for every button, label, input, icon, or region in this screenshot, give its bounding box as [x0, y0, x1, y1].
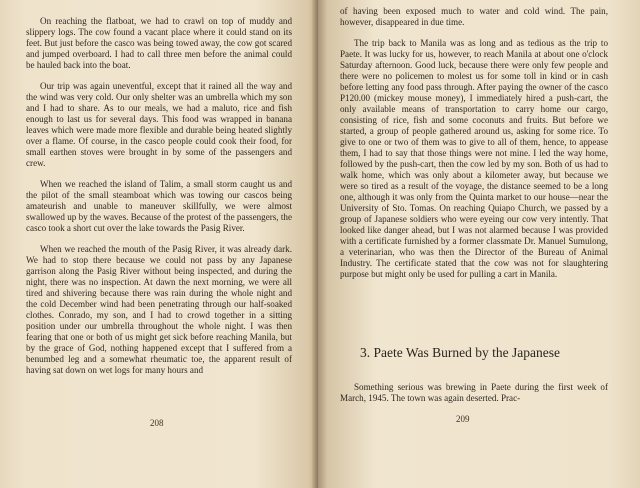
left-paragraph-1: On reaching the flatboat, we had to crawl on top of muddy and slippery logs. The cow found a vacant place where it could stand on its feet. But just before the casco was being towed away, the cow got scared and jumped overboard. I had to call three men before the animal could be hauled back into the boat.: [26, 16, 292, 70]
left-paragraph-3: When we reached the island of Talim, a small storm caught us and the pilot of the small steamboat which was towing our cascos being amateurish and unable to maneuver skillfully, we were almost swallowed up by the waves. Because of the protest of the passengers, the casco took a short cut over the lake towards the Pasig River.: [26, 179, 292, 233]
section-opening-text: [340, 382, 608, 414]
left-page-number: 208: [150, 418, 164, 428]
right-page-text: [340, 6, 608, 290]
right-page: [318, 0, 640, 488]
left-page: [0, 0, 318, 488]
left-paragraph-2: Our trip was again uneventful, except that it rained all the way and the wind was very cold. Our only shelter was an umbrella which my son and I had to share. As to our meals, we had a maluto, rice and fish enough to last us for several days. This food was wrapped in banana leaves which were made more flexible and durable being heated slightly over a flame. Of course, in the casco people could cook their food, for small earthen stoves were brought in by some of the passengers and crew.: [26, 81, 292, 168]
right-page-number: 209: [456, 414, 470, 424]
left-page-text: [26, 16, 292, 386]
left-paragraph-4: When we reached the mouth of the Pasig River, it was already dark. We had to stop there because we could not pass by any Japanese garrison along the Pasig River without being inspected, and during the night, there was no inspection. At dawn the next morning, we were all tired and shivering because there was rain during the whole night and the cold December wind had been penetrating through our half-soaked clothes. Conrado, my son, and I had to crowd together in a sitting position under our umbrella throughout the whole night. I was then fearing that one or both of us might get sick before reaching Manila, but by the grace of God, nothing happened except that I suffered from a benumbed leg and a somewhat rheumatic toe, the apparent result of having sat down on wet logs for many hours and: [26, 244, 292, 375]
right-paragraph-3: Something serious was brewing in Paete during the first week of March, 1945. The town was again deserted. Prac-: [340, 382, 608, 403]
right-paragraph-1: of having been exposed much to water and cold wind. The pain, however, disappeared in due time.: [340, 6, 608, 27]
right-paragraph-2: The trip back to Manila was as long and as tedious as the trip to Paete. It was lucky for us, however, to reach Manila at about one o'clock Saturday afternoon. Good luck, because there were only few people and there were no policemen to molest us for some toll in kind or in cash before letting any food pass through. After paying the owner of the casco P120.00 (mickey mouse money), I immediately hired a push-cart, the only available means of transportation to carry home our cargo, consisting of rice, fish and some coconuts and fruits. But before we started, a group of people gathered around us, asking for some rice. To give to one or two of them was to give to all of them, hence, to appease them, I had to say that those things were not mine. I led the way home, followed by the push-cart, then the cow led by my son. Both of us had to walk home, which was only about a kilometer away, but because we were so tired as a result of the voyage, the distance seemed to be a long one, although it was only from the Quinta market to our house—near the University of Sto. Tomas. On reaching Quiapo Church, we passed by a group of Japanese soldiers who were eyeing our cow very intently. That looked like danger ahead, but I was not alarmed because I was provided with a certificate furnished by a former classmate Dr. Manuel Sumulong, a veterinarian, who was then the Director of the Bureau of Animal Industry. The certificate stated that the cow was not for slaughtering purpose but might only be used for pulling a cart in Manila.: [340, 38, 608, 279]
section-heading: 3. Paete Was Burned by the Japanese: [360, 345, 560, 360]
